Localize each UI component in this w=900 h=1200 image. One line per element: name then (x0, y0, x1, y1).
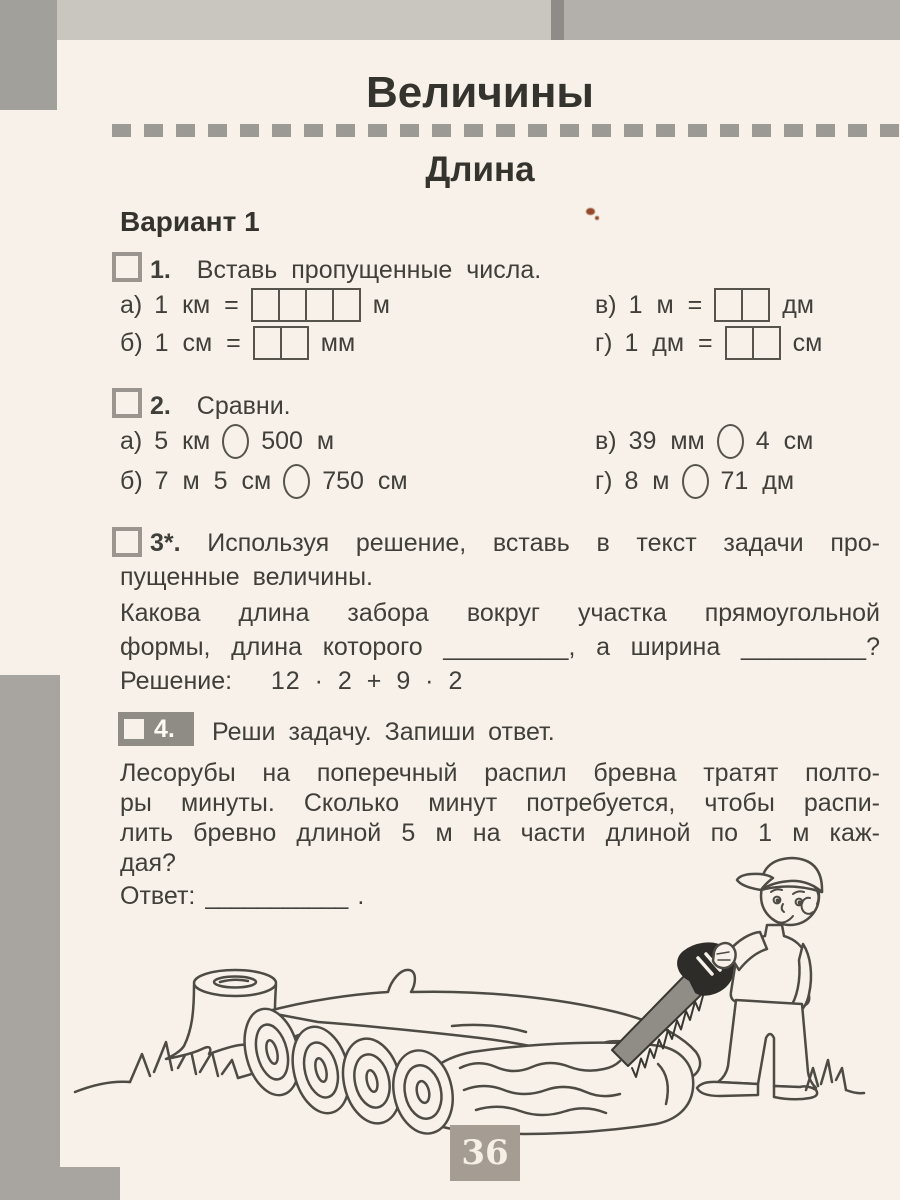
compare-left: 39 мм (628, 427, 705, 455)
task3-body-line2: формы, длина которого _________, а ширина _________? (120, 633, 880, 661)
item-label: б) (120, 467, 143, 495)
answer-cell (714, 288, 743, 322)
compare-right: 4 см (755, 427, 814, 455)
item-unit: мм (320, 328, 356, 357)
page-number-badge (450, 1125, 520, 1181)
task4-body-line2: ры минуты. Сколько минут потребуется, чтобы распи- (120, 789, 880, 817)
top-strip-sliver (551, 0, 564, 40)
item-equation: 1 м = (628, 290, 703, 319)
task1-checkbox (112, 252, 142, 282)
left-edge-bar (0, 675, 60, 1200)
task4-body-line4: дая? (120, 849, 176, 877)
task1-row-v (595, 288, 814, 322)
task2-row-g (595, 464, 794, 499)
task4-number: 4. (154, 714, 175, 743)
page-number: 36 (461, 1133, 509, 1173)
compare-circle (717, 424, 744, 459)
dashed-divider (112, 124, 900, 137)
answer-cell (741, 288, 770, 322)
compare-left: 7 м 5 см (154, 467, 272, 495)
item-label: в) (595, 290, 617, 319)
item-equation: 1 см = (154, 328, 241, 357)
item-label: а) (120, 427, 143, 455)
compare-circle (682, 464, 709, 499)
task1-number: 1. (150, 256, 171, 284)
task4-number-badge (118, 712, 194, 746)
answer-cell (725, 326, 754, 360)
task1-instruction: Вставь пропущенные числа. (196, 256, 542, 284)
item-label: б) (120, 328, 143, 357)
compare-right: 500 м (261, 427, 335, 455)
task4-body-line1: Лесорубы на поперечный распил бревна тратят полто- (120, 759, 880, 787)
compare-circle (283, 464, 310, 499)
compare-left: 5 км (154, 427, 211, 455)
answer-cell (253, 326, 282, 360)
answer-cells (725, 326, 781, 360)
scan-speck-small (595, 216, 599, 220)
answer-cell (332, 288, 361, 322)
variant-label: Вариант 1 (120, 206, 260, 237)
item-label: в) (595, 427, 617, 455)
answer-cells (251, 288, 361, 322)
answer-cells (253, 326, 309, 360)
task3-checkbox (112, 527, 142, 557)
boy-pants (718, 1000, 816, 1088)
task4-checkbox (124, 719, 144, 739)
solution-expression: 12 · 2 + 9 · 2 (270, 667, 464, 695)
task3-number: 3*. (150, 529, 181, 557)
illustration-boy-sawing-logs (60, 840, 880, 1140)
item-unit: м (372, 290, 390, 319)
boy-hand-on-saw (713, 943, 736, 968)
compare-right: 750 см (322, 467, 408, 495)
corner-block (0, 0, 57, 110)
task2-checkbox (112, 388, 142, 418)
task3-instruction-line1: Используя решение, вставь в текст задачи про- (207, 529, 880, 557)
scan-speck (586, 208, 595, 215)
item-label: г) (595, 328, 613, 357)
task1-row-b (120, 326, 355, 360)
item-equation: 1 км = (154, 290, 239, 319)
answer-cell (278, 288, 307, 322)
answer-cell (251, 288, 280, 322)
task2-number: 2. (150, 392, 171, 420)
page-title: Величины (366, 68, 594, 117)
answer-cell (752, 326, 781, 360)
task1-row-a (120, 288, 390, 322)
answer-cell (280, 326, 309, 360)
answer-cells (714, 288, 770, 322)
task4-instruction: Реши задачу. Запиши ответ. (212, 718, 555, 746)
task4-body-line3: лить бревно длиной 5 м на части длиной по 1 м каж- (120, 819, 880, 847)
compare-right: 71 дм (720, 467, 795, 495)
boy-left-shoe (697, 1082, 758, 1096)
item-unit: дм (782, 290, 814, 319)
answer-cell (305, 288, 334, 322)
task1-row-g (595, 326, 822, 360)
top-strip-light (57, 0, 551, 40)
task2-instruction: Сравни. (196, 392, 291, 420)
solution-label: Решение: (120, 667, 233, 695)
task3-instruction-line2: пущенные величины. (120, 563, 373, 591)
section-title: Длина (425, 150, 535, 189)
top-strip-right (564, 0, 900, 40)
answer-label: Ответ: (120, 882, 196, 910)
item-label: а) (120, 290, 143, 319)
task2-row-b (120, 464, 408, 499)
task3-body-line1: Какова длина забора вокруг участка прямоугольной (120, 599, 880, 627)
compare-circle (222, 424, 249, 459)
answer-period: . (357, 882, 365, 910)
compare-left: 8 м (624, 467, 670, 495)
task2-row-v (595, 424, 813, 459)
left-edge-bar-foot (0, 1167, 120, 1200)
item-equation: 1 дм = (624, 328, 713, 357)
boy-right-shoe (774, 1086, 817, 1099)
item-label: г) (595, 467, 613, 495)
answer-blank: ___________ (205, 882, 348, 910)
item-unit: см (792, 328, 823, 357)
task2-row-a (120, 424, 334, 459)
